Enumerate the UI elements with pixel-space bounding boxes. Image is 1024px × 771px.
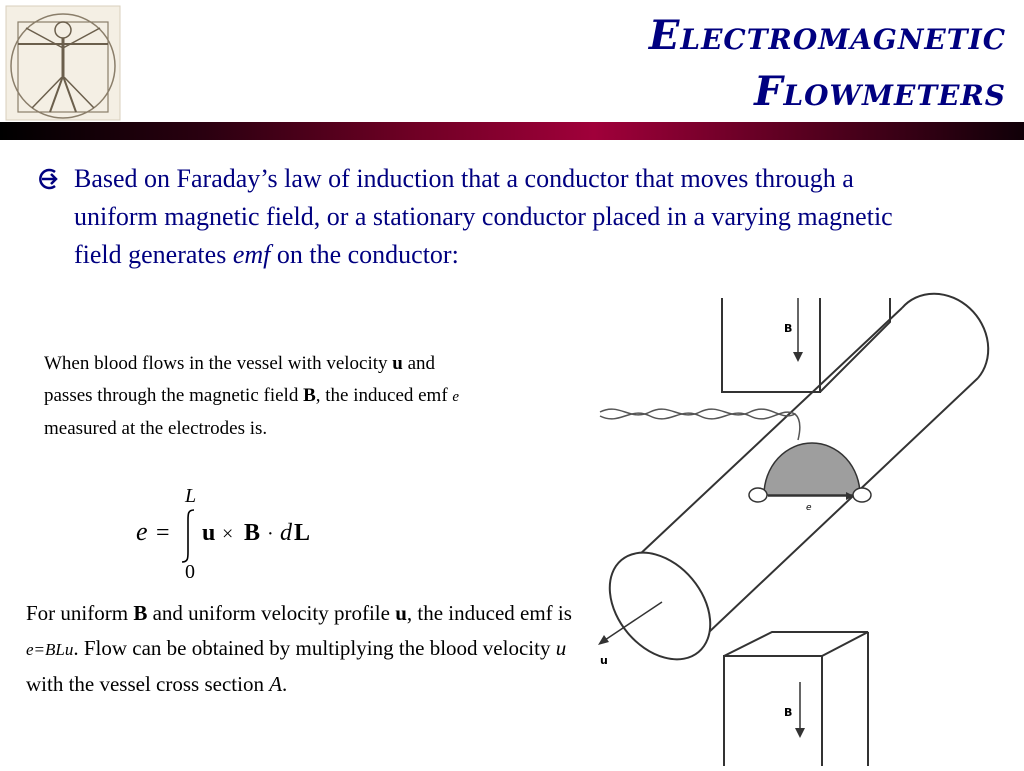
vitruvian-man-logo [4, 4, 122, 122]
integral-lower-limit: 0 [185, 561, 195, 583]
cross-section-shading [764, 443, 860, 495]
u-label: u [600, 654, 608, 667]
electrode-left [749, 488, 767, 502]
integral-upper-limit: L [185, 485, 197, 507]
flowmeter-diagram [590, 290, 1024, 766]
slide-title-line1: Electromagnetic [648, 12, 1006, 59]
integral-sign [182, 510, 194, 562]
bottom-magnet-pole [724, 632, 868, 766]
flow-paragraph: For uniform B and uniform velocity profile u, the induced emf is e=BLu. Flow can be obtained by multiplying the blood velocity u with the vessel cross section A. [26, 601, 572, 696]
b-label-top: B [784, 322, 793, 335]
formula-B: B [244, 520, 261, 546]
formula-lhs: e [136, 517, 148, 546]
formula-L: L [294, 520, 311, 546]
explanation-paragraph: When blood flows in the vessel with velocity u and passes through the magnetic field B, the induced emf e measured at the electrodes is. [44, 353, 460, 439]
formula-dot: · [267, 523, 274, 545]
e-label: e [806, 503, 812, 513]
title-divider-bar [0, 122, 1024, 140]
bullet-point [36, 160, 916, 274]
bullet-text: Based on Faraday’s law of induction that a conductor that moves through a uniform magnetic field, or a stationary conductor placed in a varying magnetic field generates emf on the conductor: [74, 164, 893, 269]
formula-equals: = [156, 520, 170, 546]
formula-cross: × [222, 523, 234, 545]
electrode-right [853, 488, 871, 502]
formula-d: d [280, 520, 292, 546]
b-label-bottom: B [784, 706, 793, 719]
slide-title-line2: Flowmeters [754, 68, 1006, 115]
slide-title [649, 8, 1006, 120]
emf-emphasis: emf [232, 240, 271, 269]
emf-integral-formula [130, 480, 370, 590]
top-magnet-pole [722, 298, 890, 392]
formula-u: u [202, 520, 216, 546]
